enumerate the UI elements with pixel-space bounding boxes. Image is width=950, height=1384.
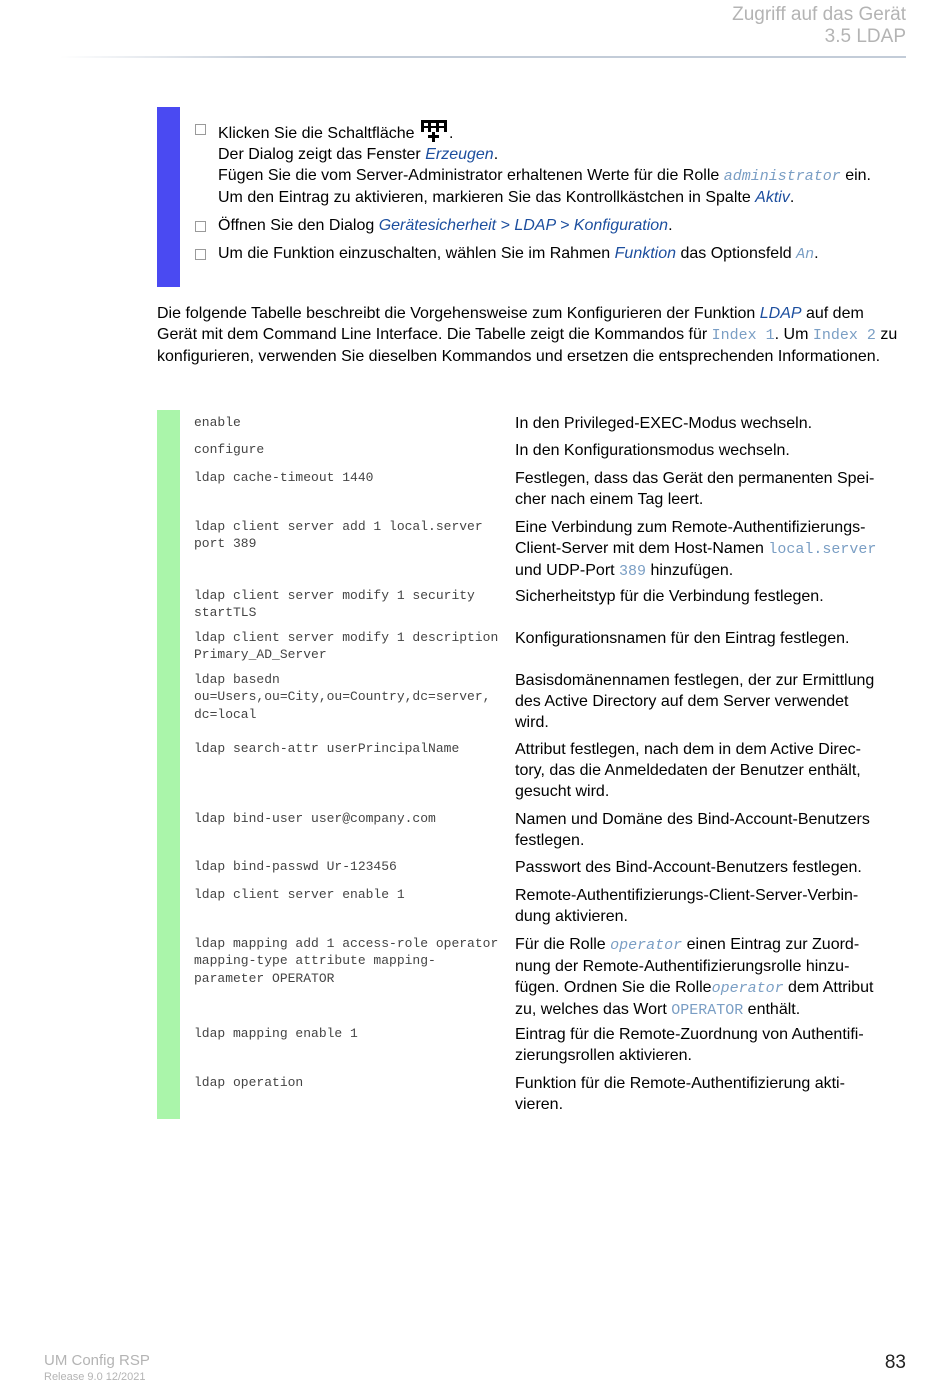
cli-command: ldap bind-user user@company.com (194, 811, 436, 826)
header-section: 3.5 LDAP (824, 26, 906, 47)
cli-description: Namen und Domäne des Bind-Account-Benutzers festlegen. (515, 811, 870, 849)
intro-paragraph: Die folgende Tabelle beschreibt die Vorgehensweise zum Konfigurieren der Funktion LDAP auf dem Gerät mit dem Command Line Interface. Die Tabelle zeigt die Kommandos für Index 1. Um Index 2 zu konfigurieren, verwenden Sie dieselben Kommandos und ersetzen die entsprechenden Informationen. (157, 305, 898, 365)
cli-description: Passwort des Bind-Account-Benutzers festlegen. (515, 859, 862, 876)
cli-description: Für die Rolle operator einen Eintrag zur Zuord- nung der Remote-Authentifizierungsrolle hinzu- fügen. Ordnen Sie die Rolleoperator dem Attribut zu, welches das Wort OPERATOR enthält. (515, 936, 874, 1019)
cli-description: Basisdomänennamen festlegen, der zur Ermittlung des Active Directory auf dem Server verwendet wird. (515, 672, 875, 731)
step-list (195, 118, 905, 272)
footer-doc-info (44, 1352, 150, 1384)
cli-command: ldap client server modify 1 security startTLS (194, 588, 475, 621)
cli-command: ldap cache-timeout 1440 (194, 470, 374, 485)
window-name: Erzeugen (425, 146, 494, 163)
running-header (732, 4, 906, 48)
cli-command: ldap client server modify 1 description Primary_AD_Server (194, 630, 499, 663)
cli-description: Remote-Authentifizierungs-Client-Server-Verbin- dung aktivieren. (515, 887, 859, 925)
cli-description: Funktion für die Remote-Authentifizierung akti- vieren. (515, 1075, 845, 1113)
step-bullet-icon (195, 249, 206, 260)
cli-description: Festlegen, dass das Gerät den permanenten Spei- cher nach einem Tag leert. (515, 470, 875, 508)
header-rule (60, 56, 906, 58)
function-name: LDAP (759, 305, 802, 322)
step-bullet-icon (195, 221, 206, 232)
cli-command: configure (194, 442, 265, 457)
role-value: administrator (723, 168, 841, 185)
cli-block-bar (157, 410, 180, 1119)
column-name: Aktiv (755, 189, 790, 206)
dialog-path: Gerätesicherheit > LDAP > Konfiguration (378, 217, 669, 234)
header-title: Zugriff auf das Gerät (732, 4, 906, 25)
option-value: An (796, 246, 815, 263)
cli-command: ldap client server add 1 local.server port 389 (194, 519, 483, 552)
cli-description: Konfigurationsnamen für den Eintrag festlegen. (515, 630, 850, 647)
cli-command: ldap client server enable 1 (194, 887, 405, 902)
cli-description: Attribut festlegen, nach dem in dem Active Direc- tory, das die Anmeldedaten der Benutzer enthält, gesucht wird. (515, 741, 861, 800)
frame-name: Funktion (614, 245, 677, 262)
cli-description: Eine Verbindung zum Remote-Authentifizierungs- Client-Server mit dem Host-Namen local.server und UDP-Port 389 hinzufügen. (515, 519, 877, 580)
step-block-bar (157, 107, 180, 287)
cli-command: enable (194, 415, 241, 430)
cli-command: ldap basedn ou=Users,ou=City,ou=Country,dc=server, dc=local (194, 672, 491, 722)
cli-description: Sicherheitstyp für die Verbindung festlegen. (515, 588, 824, 605)
cli-description: In den Konfigurationsmodus wechseln. (515, 442, 790, 459)
add-table-row-icon (419, 118, 449, 142)
footer-doc-name: UM Config RSP (44, 1352, 150, 1369)
step-item: Klicken Sie die Schaltfläche . Der Dialog zeigt das Fenster Erzeugen. Fügen Sie die vom Server-Administrator erhaltenen Werte für die Rolle administrator ein. Um den Eintrag zu aktivieren, markieren Sie das Kontrollkästchen in Spalte Aktiv. (195, 118, 905, 208)
index-2-code: Index 2 (812, 327, 876, 344)
footer-release: Release 9.0 12/2021 (44, 1371, 146, 1383)
cli-command: ldap mapping enable 1 (194, 1026, 358, 1041)
cli-command: ldap search-attr userPrincipalName (194, 741, 460, 756)
cli-command: ldap mapping add 1 access-role operator mapping-type attribute mapping- parameter OPERATOR (194, 936, 499, 986)
step-item: Um die Funktion einzuschalten, wählen Sie im Rahmen Funktion das Optionsfeld An. (195, 243, 905, 265)
cli-description: Eintrag für die Remote-Zuordnung von Authentifi- zierungsrollen aktivieren. (515, 1026, 864, 1064)
index-1-code: Index 1 (711, 327, 775, 344)
page-number: 83 (884, 1352, 906, 1373)
cli-command: ldap bind-passwd Ur-123456 (194, 859, 397, 874)
step-item: Öffnen Sie den Dialog Gerätesicherheit > LDAP > Konfiguration. (195, 215, 905, 236)
cli-command: ldap operation (194, 1075, 304, 1090)
cli-description: In den Privileged-EXEC-Modus wechseln. (515, 415, 813, 432)
step-bullet-icon (195, 124, 206, 135)
